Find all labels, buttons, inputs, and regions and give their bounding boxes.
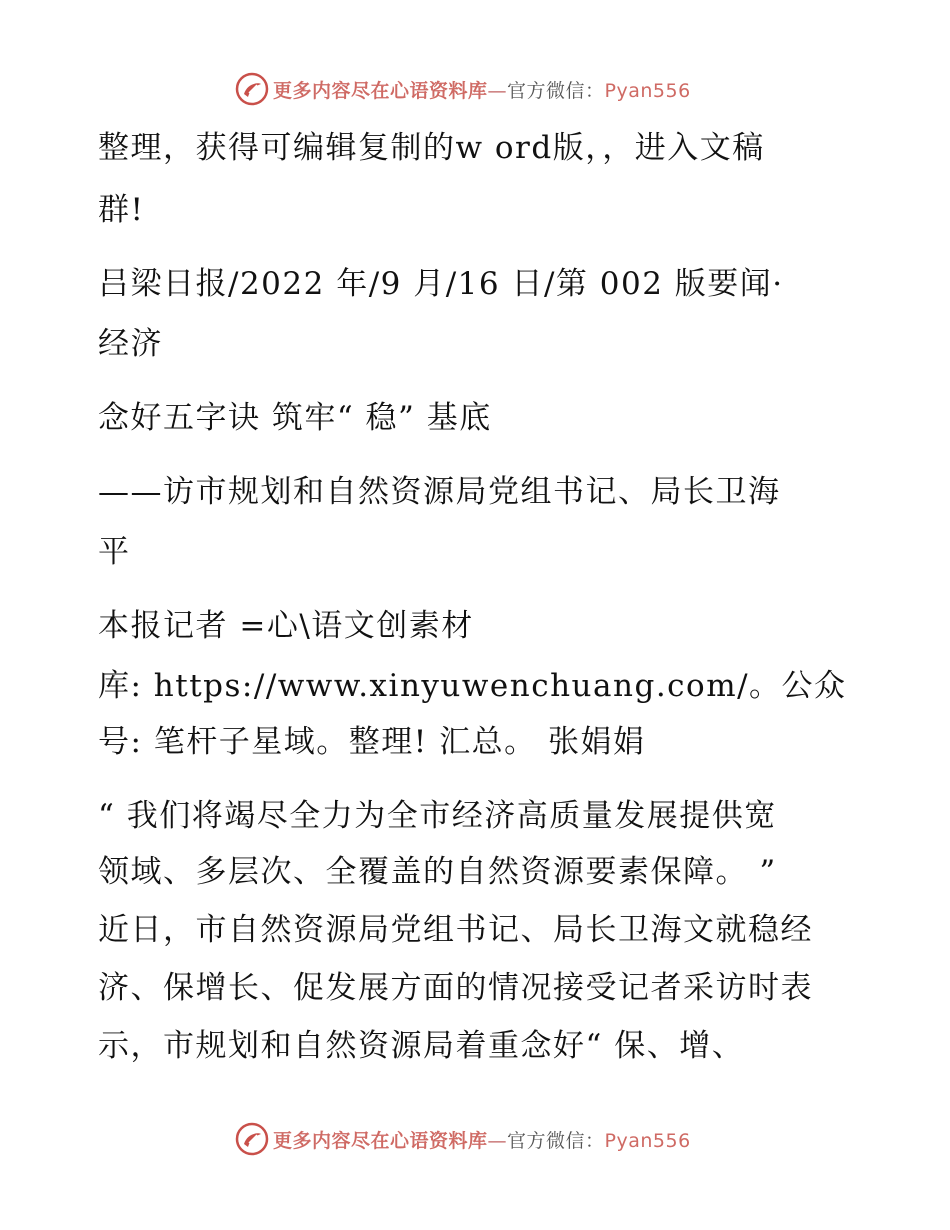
watermark-wechat-id: Pyan556 — [604, 79, 691, 102]
article-title: 念好五字诀 筑牢“ 稳” 基底 — [98, 400, 492, 436]
article-subtitle: 平 — [98, 534, 131, 570]
watermark-text — [273, 1126, 691, 1153]
watermark-header — [235, 72, 691, 106]
paragraph-line: 整理，获得可编辑复制的w ord版，，进入文稿 — [98, 130, 765, 166]
paragraph-line: 近日，市自然资源局党组书记、局长卫海文就稳经 — [98, 912, 813, 948]
paragraph-line: 济、保增长、促发展方面的情况接受记者采访时表 — [98, 970, 813, 1006]
paragraph-line: 领域、多层次、全覆盖的自然资源要素保障。 ” — [98, 854, 777, 890]
watermark-footer — [235, 1122, 691, 1156]
byline: 库: https://www.xinyuwenchuang.com/。公众 — [98, 668, 847, 704]
paragraph-line: “ 我们将竭尽全力为全市经济高质量发展提供宽 — [98, 798, 777, 834]
byline: 本报记者 =心\语文创素材 — [98, 608, 474, 644]
byline: 号: 笔杆子星域。整理! 汇总。 张娟娟 — [98, 724, 646, 760]
watermark-official-label: 官方微信： — [507, 1129, 605, 1152]
watermark-separator: — — [487, 1129, 508, 1152]
watermark-brand: 更多内容尽在心语资料库 — [273, 1129, 488, 1152]
xinyu-logo-icon — [235, 72, 269, 106]
watermark-separator: — — [487, 79, 508, 102]
article-subtitle: ——访市规划和自然资源局党组书记、局长卫海 — [98, 474, 781, 510]
paragraph-line: 经济 — [98, 326, 163, 362]
watermark-wechat-id: Pyan556 — [604, 1129, 691, 1152]
watermark-brand: 更多内容尽在心语资料库 — [273, 79, 488, 102]
xinyu-logo-icon — [235, 1122, 269, 1156]
watermark-official-label: 官方微信： — [507, 79, 605, 102]
watermark-text — [273, 76, 691, 103]
paragraph-line: 吕梁日报/2022 年/9 月/16 日/第 002 版要闻· — [98, 266, 784, 302]
paragraph-line: 示，市规划和自然资源局着重念好“ 保、增、 — [98, 1028, 745, 1064]
paragraph-line: 群! — [98, 192, 145, 228]
